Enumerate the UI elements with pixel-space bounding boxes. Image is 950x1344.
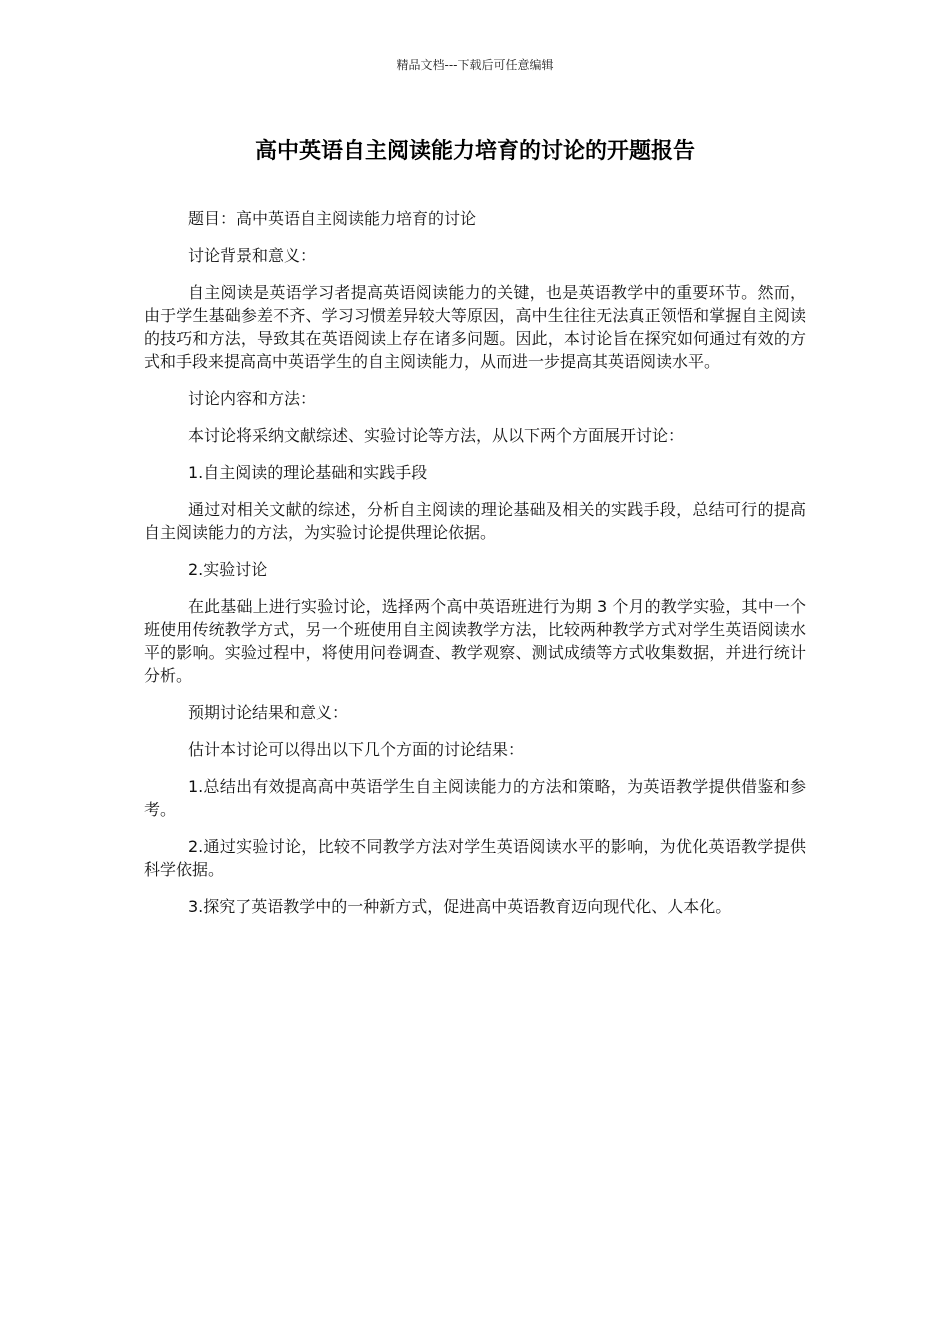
subheading-theory: 1.自主阅读的理论基础和实践手段: [188, 463, 428, 482]
heading-expected-results: 预期讨论结果和意义：: [188, 703, 349, 722]
header-note: 精品文档---下载后可任意编辑: [396, 58, 554, 72]
paragraph-experiment: 在此基础上进行实验讨论，选择两个高中英语班进行为期 3 个月的教学实验，其中一个班使用传统教学方式，另一个班使用自主阅读教学方法，比较两种教学方式对学生英语阅读水平的影响。实验过程中，将使用问卷调查、教学观察、测试成绩等方式收集数据，并进行统计分析。: [144, 597, 806, 685]
paragraph-background: 自主阅读是英语学习者提高英语阅读能力的关键，也是英语教学中的重要环节。然而，由于学生基础参差不齐、学习习惯差异较大等原因，高中生往往无法真正领悟和掌握自主阅读的技巧和方法，导致其在英语阅读上存在诸多问题。因此，本讨论旨在探究如何通过有效的方式和手段来提高高中英语学生的自主阅读能力，从而进一步提高其英语阅读水平。: [144, 283, 806, 371]
heading-content-method: 讨论内容和方法：: [188, 389, 317, 408]
paragraph-topic: 题目：高中英语自主阅读能力培育的讨论: [188, 209, 477, 228]
result-item-2: 2.通过实验讨论，比较不同教学方法对学生英语阅读水平的影响，为优化英语教学提供科学依据。: [144, 837, 806, 879]
paragraph-theory: 通过对相关文献的综述，分析自主阅读的理论基础及相关的实践手段，总结可行的提高自主阅读能力的方法，为实验讨论提供理论依据。: [144, 500, 806, 542]
paragraph-results-intro: 估计本讨论可以得出以下几个方面的讨论结果：: [188, 740, 525, 759]
result-item-3: 3.探究了英语教学中的一种新方式，促进高中英语教育迈向现代化、人本化。: [188, 897, 732, 916]
document-body: [144, 207, 806, 932]
paragraph-method-intro: 本讨论将采纳文献综述、实验讨论等方法，从以下两个方面展开讨论：: [188, 426, 685, 445]
result-item-1: 1.总结出有效提高高中英语学生自主阅读能力的方法和策略，为英语教学提供借鉴和参考。: [144, 777, 806, 819]
heading-background: 讨论背景和意义：: [188, 246, 317, 265]
subheading-experiment: 2.实验讨论: [188, 560, 268, 579]
document-title: 高中英语自主阅读能力培育的讨论的开题报告: [254, 139, 695, 164]
